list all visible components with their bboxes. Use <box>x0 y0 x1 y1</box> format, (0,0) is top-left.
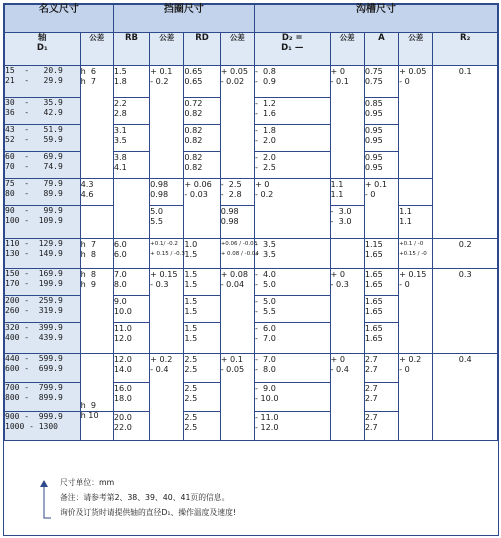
a-cell: 0.85 0.95 <box>364 98 398 125</box>
a-tolerance-cell: + 0.2 - 0 <box>399 354 433 441</box>
group-groove-size: 沟槽尺寸 <box>254 5 497 33</box>
shaft-range-cell: 150 - 169.9 170 - 199.9 <box>5 269 81 296</box>
a-cell: 2.7 2.7 <box>364 354 398 383</box>
d2-cell: - 7.0 - 8.0 <box>254 354 330 383</box>
d2-cell: - 3.0 - 3.0 <box>330 206 364 239</box>
rb-cell: 11.0 12.0 <box>113 323 149 354</box>
shaft-range-cell: 700 - 799.9 800 - 899.9 <box>5 383 81 412</box>
header-d2-bottom: D₁ — <box>281 43 304 53</box>
rd-cell: 2.5 2.5 <box>184 412 220 441</box>
header-r2: R₂ <box>433 33 498 66</box>
d2-cell: - 4.0 - 5.0 <box>254 269 330 296</box>
d2-cell: - 1.2 - 1.6 <box>254 98 330 125</box>
d2-cell: - 6.0 - 7.0 <box>254 323 330 354</box>
header-d2-top: D₂ = <box>281 33 303 43</box>
d2-cell: - 0.8 - 0.9 <box>254 66 330 98</box>
a-cell: 1.15 1.65 <box>364 239 398 269</box>
rb-cell: 16.0 18.0 <box>113 383 149 412</box>
d2-tolerance-empty <box>330 239 364 269</box>
header-d2 <box>254 33 330 66</box>
rd-cell: 0.98 0.98 <box>150 179 184 206</box>
r2-cell: 0.3 <box>433 269 498 354</box>
rb-tolerance-cell: + 0.1 - 0.2 <box>150 66 184 179</box>
rb-cell: 7.0 8.0 <box>113 269 149 296</box>
rb-cell: 5.0 5.5 <box>150 206 184 239</box>
d2-tolerance-cell: + 0 - 0.2 <box>254 179 330 239</box>
r2-cell: 0.2 <box>433 239 498 269</box>
a-cell: 0.75 0.75 <box>364 66 398 98</box>
header-d1: D₁ <box>36 43 48 53</box>
rd-tolerance-cell: + 0.1 - 0.05 <box>220 354 254 441</box>
shaft-range-cell: 200 - 259.9 260 - 319.9 <box>5 296 81 323</box>
rb-cell: 9.0 10.0 <box>113 296 149 323</box>
rd-tolerance-cell: + 0.06 - 0.03 <box>184 179 220 239</box>
a-cell: 1.65 1.65 <box>364 269 398 296</box>
rb-cell: 4.3 4.6 <box>80 179 113 206</box>
shaft-tolerance-cell: h 8 h 9 <box>80 269 113 354</box>
d2-tolerance-cell: + 0 - 0.1 <box>330 66 364 179</box>
rd-cell: 1.0 1.5 <box>184 239 220 269</box>
d2-cell: - 3.5 - 3.5 <box>254 239 330 269</box>
table-row <box>5 269 498 296</box>
a-cell: 1.65 1.65 <box>364 323 398 354</box>
header-rb-tolerance: 公差 <box>150 33 184 66</box>
rd-cell: 1.5 1.5 <box>184 269 220 296</box>
header-rb: RB <box>113 33 149 66</box>
shaft-tolerance-cell: h 6 h 7 <box>80 66 113 179</box>
rb-cell: 6.0 6.0 <box>113 239 149 269</box>
rb-cell: 20.0 22.0 <box>113 412 149 441</box>
rb-tolerance-cell: + 0.2 - 0.4 <box>150 354 184 441</box>
rd-cell: 0.65 0.65 <box>184 66 220 98</box>
shaft-range-cell: 900 - 999.9 1000 - 1300 <box>5 412 81 441</box>
table-row <box>5 206 498 239</box>
rd-cell: 2.5 2.5 <box>184 354 220 383</box>
d2-cell: - 1.8 - 2.0 <box>254 125 330 152</box>
header-shaft: 轴 <box>38 33 47 43</box>
header-a: A <box>364 33 398 66</box>
d2-cell: - 9.0 - 10.0 <box>254 383 330 412</box>
rd-cell: 2.5 2.5 <box>184 383 220 412</box>
a-tolerance-cell: + 0.1 - 0 <box>364 179 398 239</box>
shaft-range-cell: 90 - 99.9 100 - 109.9 <box>5 206 81 239</box>
a-cell: 0.95 0.95 <box>364 125 398 152</box>
rb-cell: 12.0 14.0 <box>113 354 149 383</box>
rd-cell: 1.5 1.5 <box>184 323 220 354</box>
rb-cell: 2.2 2.8 <box>113 98 149 125</box>
rd-cell: 0.98 0.98 <box>220 206 254 239</box>
shaft-tolerance-empty <box>80 206 113 239</box>
header-rd: RD <box>184 33 220 66</box>
table-row <box>5 354 498 383</box>
spec-sheet <box>3 3 499 536</box>
shaft-tolerance-cell <box>80 400 113 441</box>
shaft-tolerance-cell: h 7 h 8 <box>80 239 113 269</box>
a-cell: 1.65 1.65 <box>364 296 398 323</box>
d2-cell: - 2.0 - 2.5 <box>254 152 330 179</box>
rd-cell: 1.5 1.5 <box>184 296 220 323</box>
d2-tolerance-cell: + 0 - 0.3 <box>330 269 364 354</box>
rd-tolerance-cell: +0.06 / -0.03 + 0.08 / -0.04 <box>220 239 254 269</box>
shaft-tolerance-text: h 9 h 10 <box>80 400 99 420</box>
header-shaft-d1 <box>5 33 81 66</box>
retaining-ring-table <box>4 4 498 441</box>
d2-cell: - 5.0 - 5.5 <box>254 296 330 323</box>
a-tolerance-cell: + 0.05 - 0 <box>399 66 433 179</box>
d2-tolerance-cell: + 0 - 0.4 <box>330 354 364 441</box>
shaft-range-cell: 110 - 129.9 130 - 149.9 <box>5 239 81 269</box>
r2-cell: 0.1 <box>433 66 498 239</box>
a-cell: 1.1 1.1 <box>399 206 433 239</box>
table-row <box>5 239 498 269</box>
header-rd-tolerance: 公差 <box>220 33 254 66</box>
remark-note: 备注：请参考第2、38、39、40、41页的信息。 <box>60 493 230 502</box>
footnotes <box>4 471 498 535</box>
shaft-range-cell: 15 - 20.9 21 - 29.9 <box>5 66 81 98</box>
a-tolerance-cell: + 0.15 - 0 <box>399 269 433 354</box>
a-cell: 0.95 0.95 <box>364 152 398 179</box>
rb-tolerance-cell: +0.1/ -0.2 + 0.15 / -0.3 <box>150 239 184 269</box>
rb-cell: 3.8 4.1 <box>113 152 149 179</box>
a-tolerance-cell: +0.1 / -0 +0.15 / -0 <box>399 239 433 269</box>
rd-cell: 0.82 0.82 <box>184 152 220 179</box>
table-row <box>5 179 498 206</box>
rb-tolerance-cell: + 0.15 - 0.3 <box>150 269 184 354</box>
rd-tolerance-cell: + 0.05 - 0.02 <box>220 66 254 179</box>
shaft-range-cell: 30 - 35.9 36 - 42.9 <box>5 98 81 125</box>
header-a-tolerance: 公差 <box>399 33 433 66</box>
rb-cell: 3.1 3.5 <box>113 125 149 152</box>
rd-tolerance-cell: + 0.08 - 0.04 <box>220 269 254 354</box>
shaft-range-cell: 75 - 79.9 80 - 89.9 <box>5 179 81 206</box>
rb-tolerance-empty <box>113 179 149 239</box>
rb-cell: 1.5 1.8 <box>113 66 149 98</box>
unit-note: 尺寸单位：mm <box>60 478 115 487</box>
d2-cell: - 11.0 - 12.0 <box>254 412 330 441</box>
a-cell: 2.7 2.7 <box>364 412 398 441</box>
rd-cell: 0.82 0.82 <box>184 125 220 152</box>
arrow-up-icon <box>37 478 51 522</box>
r2-cell: 0.4 <box>433 354 498 441</box>
header-shaft-tolerance: 公差 <box>80 33 113 66</box>
a-cell: 2.7 2.7 <box>364 383 398 412</box>
rd-cell: 0.72 0.82 <box>184 98 220 125</box>
inquiry-note: 询价及订货时请提供轴的直径D₁、操作温度及速度! <box>60 508 236 517</box>
group-nominal-size: 名义尺寸 <box>5 5 114 33</box>
header-d2-tolerance: 公差 <box>330 33 364 66</box>
shaft-range-cell: 43 - 51.9 52 - 59.9 <box>5 125 81 152</box>
d2-cell: - 2.5 - 2.8 <box>220 179 254 206</box>
a-cell: 1.1 1.1 <box>330 179 364 206</box>
shaft-range-cell: 60 - 69.9 70 - 74.9 <box>5 152 81 179</box>
shaft-range-cell: 320 - 399.9 400 - 439.9 <box>5 323 81 354</box>
shaft-range-cell: 440 - 599.9 600 - 699.9 <box>5 354 81 383</box>
group-ring-size: 挡圈尺寸 <box>113 5 254 33</box>
table-row <box>5 66 498 98</box>
